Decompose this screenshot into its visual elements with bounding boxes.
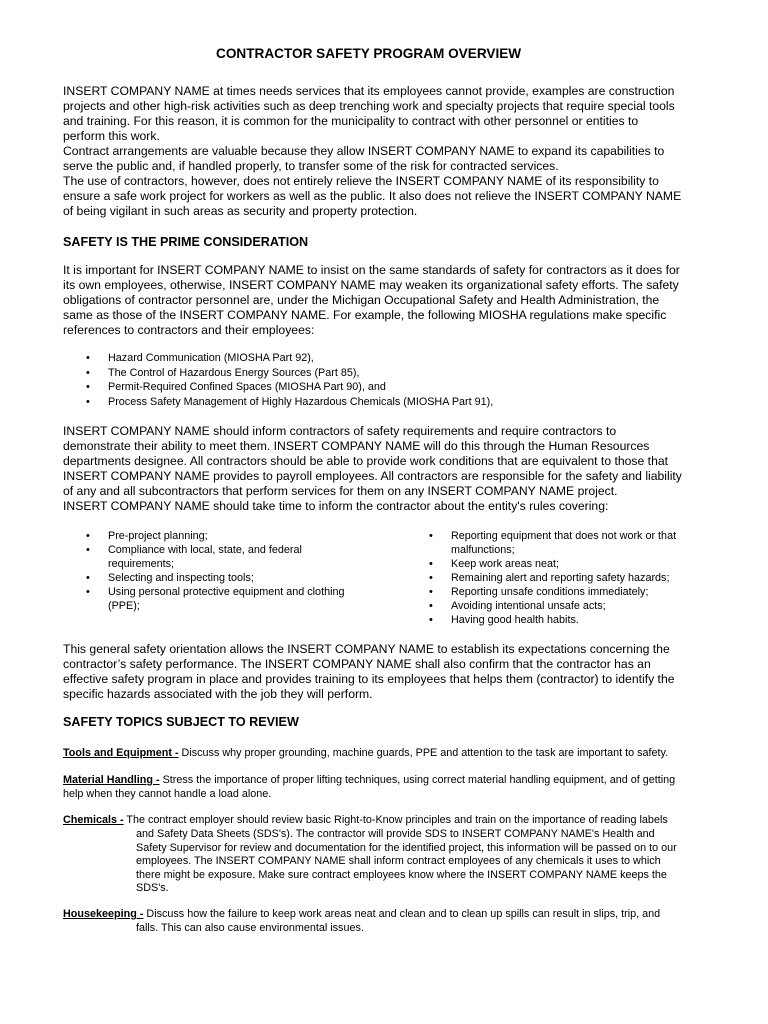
section-heading: SAFETY TOPICS SUBJECT TO REVIEW <box>63 715 299 729</box>
topic-label: Housekeeping - <box>63 908 144 920</box>
regulation-item: • Hazard Communication (MIOSHA Part 92), <box>108 353 314 364</box>
topic-text: there might be exposure. Make sure contract employees know where the INSERT COMPANY NAME keeps the <box>136 869 667 881</box>
intro-line: Contract arrangements are valuable because they allow INSERT COMPANY NAME to expand its capabilities to <box>63 144 665 158</box>
intro-line: ensure a safe work project for workers as well as the public. It also does not relieve the INSERT COMPANY NAME <box>63 189 682 203</box>
paragraph-line: its own employees, otherwise, INSERT COMPANY NAME may weaken its organizational safety efforts. The safety <box>63 278 679 292</box>
rule-item: • Having good health habits. <box>451 615 579 626</box>
rule-item: • Selecting and inspecting tools; <box>108 573 254 584</box>
intro-line: of being vigilant in such areas as security and property protection. <box>63 204 418 218</box>
topic-label: Chemicals - <box>63 814 124 826</box>
paragraph-line: specific hazards associated with the job they will perform. <box>63 687 373 701</box>
rule-item-continued: (PPE); <box>108 600 140 612</box>
paragraph-line: obligations of contractor personnel are, under the Michigan Occupational Safety and Health Administration, the <box>63 293 660 307</box>
paragraph-line: contractor’s safety performance. The INSERT COMPANY NAME shall also confirm that the contractor has an <box>63 657 651 671</box>
rule-item: • Reporting equipment that does not work or that <box>451 531 676 542</box>
regulation-item: • Permit-Required Confined Spaces (MIOSHA Part 90), and <box>108 382 386 393</box>
intro-line: projects and other high-risk activities such as deep trenching work and specialty projects that require special tools <box>63 99 675 113</box>
topic-chemicals <box>63 815 668 826</box>
topic-text: employees. The INSERT COMPANY NAME shall inform contract employees of any chemicals it uses to which <box>136 855 661 867</box>
intro-line: and training. For this reason, it is common for the municipality to contract with other personnel or entities to <box>63 114 639 128</box>
intro-line: INSERT COMPANY NAME at times needs services that its employees cannot provide, examples are construction <box>63 84 675 98</box>
rule-item-continued: requirements; <box>108 558 175 570</box>
paragraph-line: same as those of the INSERT COMPANY NAME. For example, the following MIOSHA regulations make specific <box>63 308 667 322</box>
topic-text: falls. This can also cause environmental issues. <box>136 922 364 934</box>
topic-text: Stress the importance of proper lifting techniques, using correct material handling equipment, and of getting <box>159 774 676 786</box>
regulation-item: • The Control of Hazardous Energy Sources (Part 85), <box>108 368 359 379</box>
rule-item: • Compliance with local, state, and federal <box>108 545 302 556</box>
rule-item: • Using personal protective equipment and clothing <box>108 587 344 598</box>
topic-label: Tools and Equipment - <box>63 747 179 759</box>
paragraph-line: of any and all subcontractors that perform services for them on any INSERT COMPANY NAME project. <box>63 484 618 498</box>
paragraph-line: This general safety orientation allows the INSERT COMPANY NAME to establish its expectations concerning the <box>63 642 670 656</box>
topic-housekeeping <box>63 909 660 920</box>
topic-text: The contract employer should review basic Right-to-Know principles and train on the importance of reading labels <box>123 814 668 826</box>
paragraph-line: effective safety program in place and provides training to its employees that helps them (contractor) to identify the <box>63 672 675 686</box>
topic-text: Safety Supervisor for review and documentation for the identified project, this information will be passed on to our <box>136 842 677 854</box>
topic-label: Material Handling - <box>63 774 160 786</box>
topic-text: help when they cannot handle a load alone. <box>63 788 272 800</box>
regulation-item: • Process Safety Management of Highly Hazardous Chemicals (MIOSHA Part 91), <box>108 397 493 408</box>
topic-text: SDS's. <box>136 882 169 894</box>
topic-text: Discuss how the failure to keep work areas neat and clean and to clean up spills can result in slips, trip, and <box>143 908 661 920</box>
topic-text: Discuss why proper grounding, machine guards, PPE and attention to the task are important to safety. <box>178 747 669 759</box>
intro-line: serve the public and, if handled properly, to transfer some of the risk for contracted services. <box>63 159 559 173</box>
rule-item: • Reporting unsafe conditions immediately; <box>451 587 648 598</box>
rule-item-continued: malfunctions; <box>451 544 515 556</box>
paragraph-line: It is important for INSERT COMPANY NAME to insist on the same standards of safety for contractors as it does for <box>63 263 680 277</box>
rule-item: • Remaining alert and reporting safety hazards; <box>451 573 669 584</box>
paragraph-line: references to contractors and their employees: <box>63 323 315 337</box>
topic-text: and Safety Data Sheets (SDS's). The contractor will provide SDS to INSERT COMPANY NAME's Health and <box>136 828 655 840</box>
topic-material <box>63 775 675 786</box>
intro-line: The use of contractors, however, does not entirely relieve the INSERT COMPANY NAME of its responsibility to <box>63 174 659 188</box>
section-heading: SAFETY IS THE PRIME CONSIDERATION <box>63 235 309 249</box>
rule-item: • Keep work areas neat; <box>451 559 559 570</box>
rule-item: • Pre-project planning; <box>108 531 208 542</box>
paragraph-line: demonstrate their ability to meet them. INSERT COMPANY NAME will do this through the Human Resources <box>63 439 650 453</box>
paragraph-line: INSERT COMPANY NAME should inform contractors of safety requirements and require contractors to <box>63 424 617 438</box>
page-title: CONTRACTOR SAFETY PROGRAM OVERVIEW <box>216 46 522 61</box>
paragraph-line: INSERT COMPANY NAME provides to payroll employees. All contractors are responsible for the safety and liability <box>63 469 682 483</box>
paragraph-line: INSERT COMPANY NAME should take time to inform the contractor about the entity's rules covering: <box>63 499 609 513</box>
paragraph-line: departments designee. All contractors should be able to provide work conditions that are equivalent to those that <box>63 454 669 468</box>
rule-item: • Avoiding intentional unsafe acts; <box>451 601 606 612</box>
topic-tools <box>63 748 668 759</box>
intro-line: perform this work. <box>63 129 160 143</box>
